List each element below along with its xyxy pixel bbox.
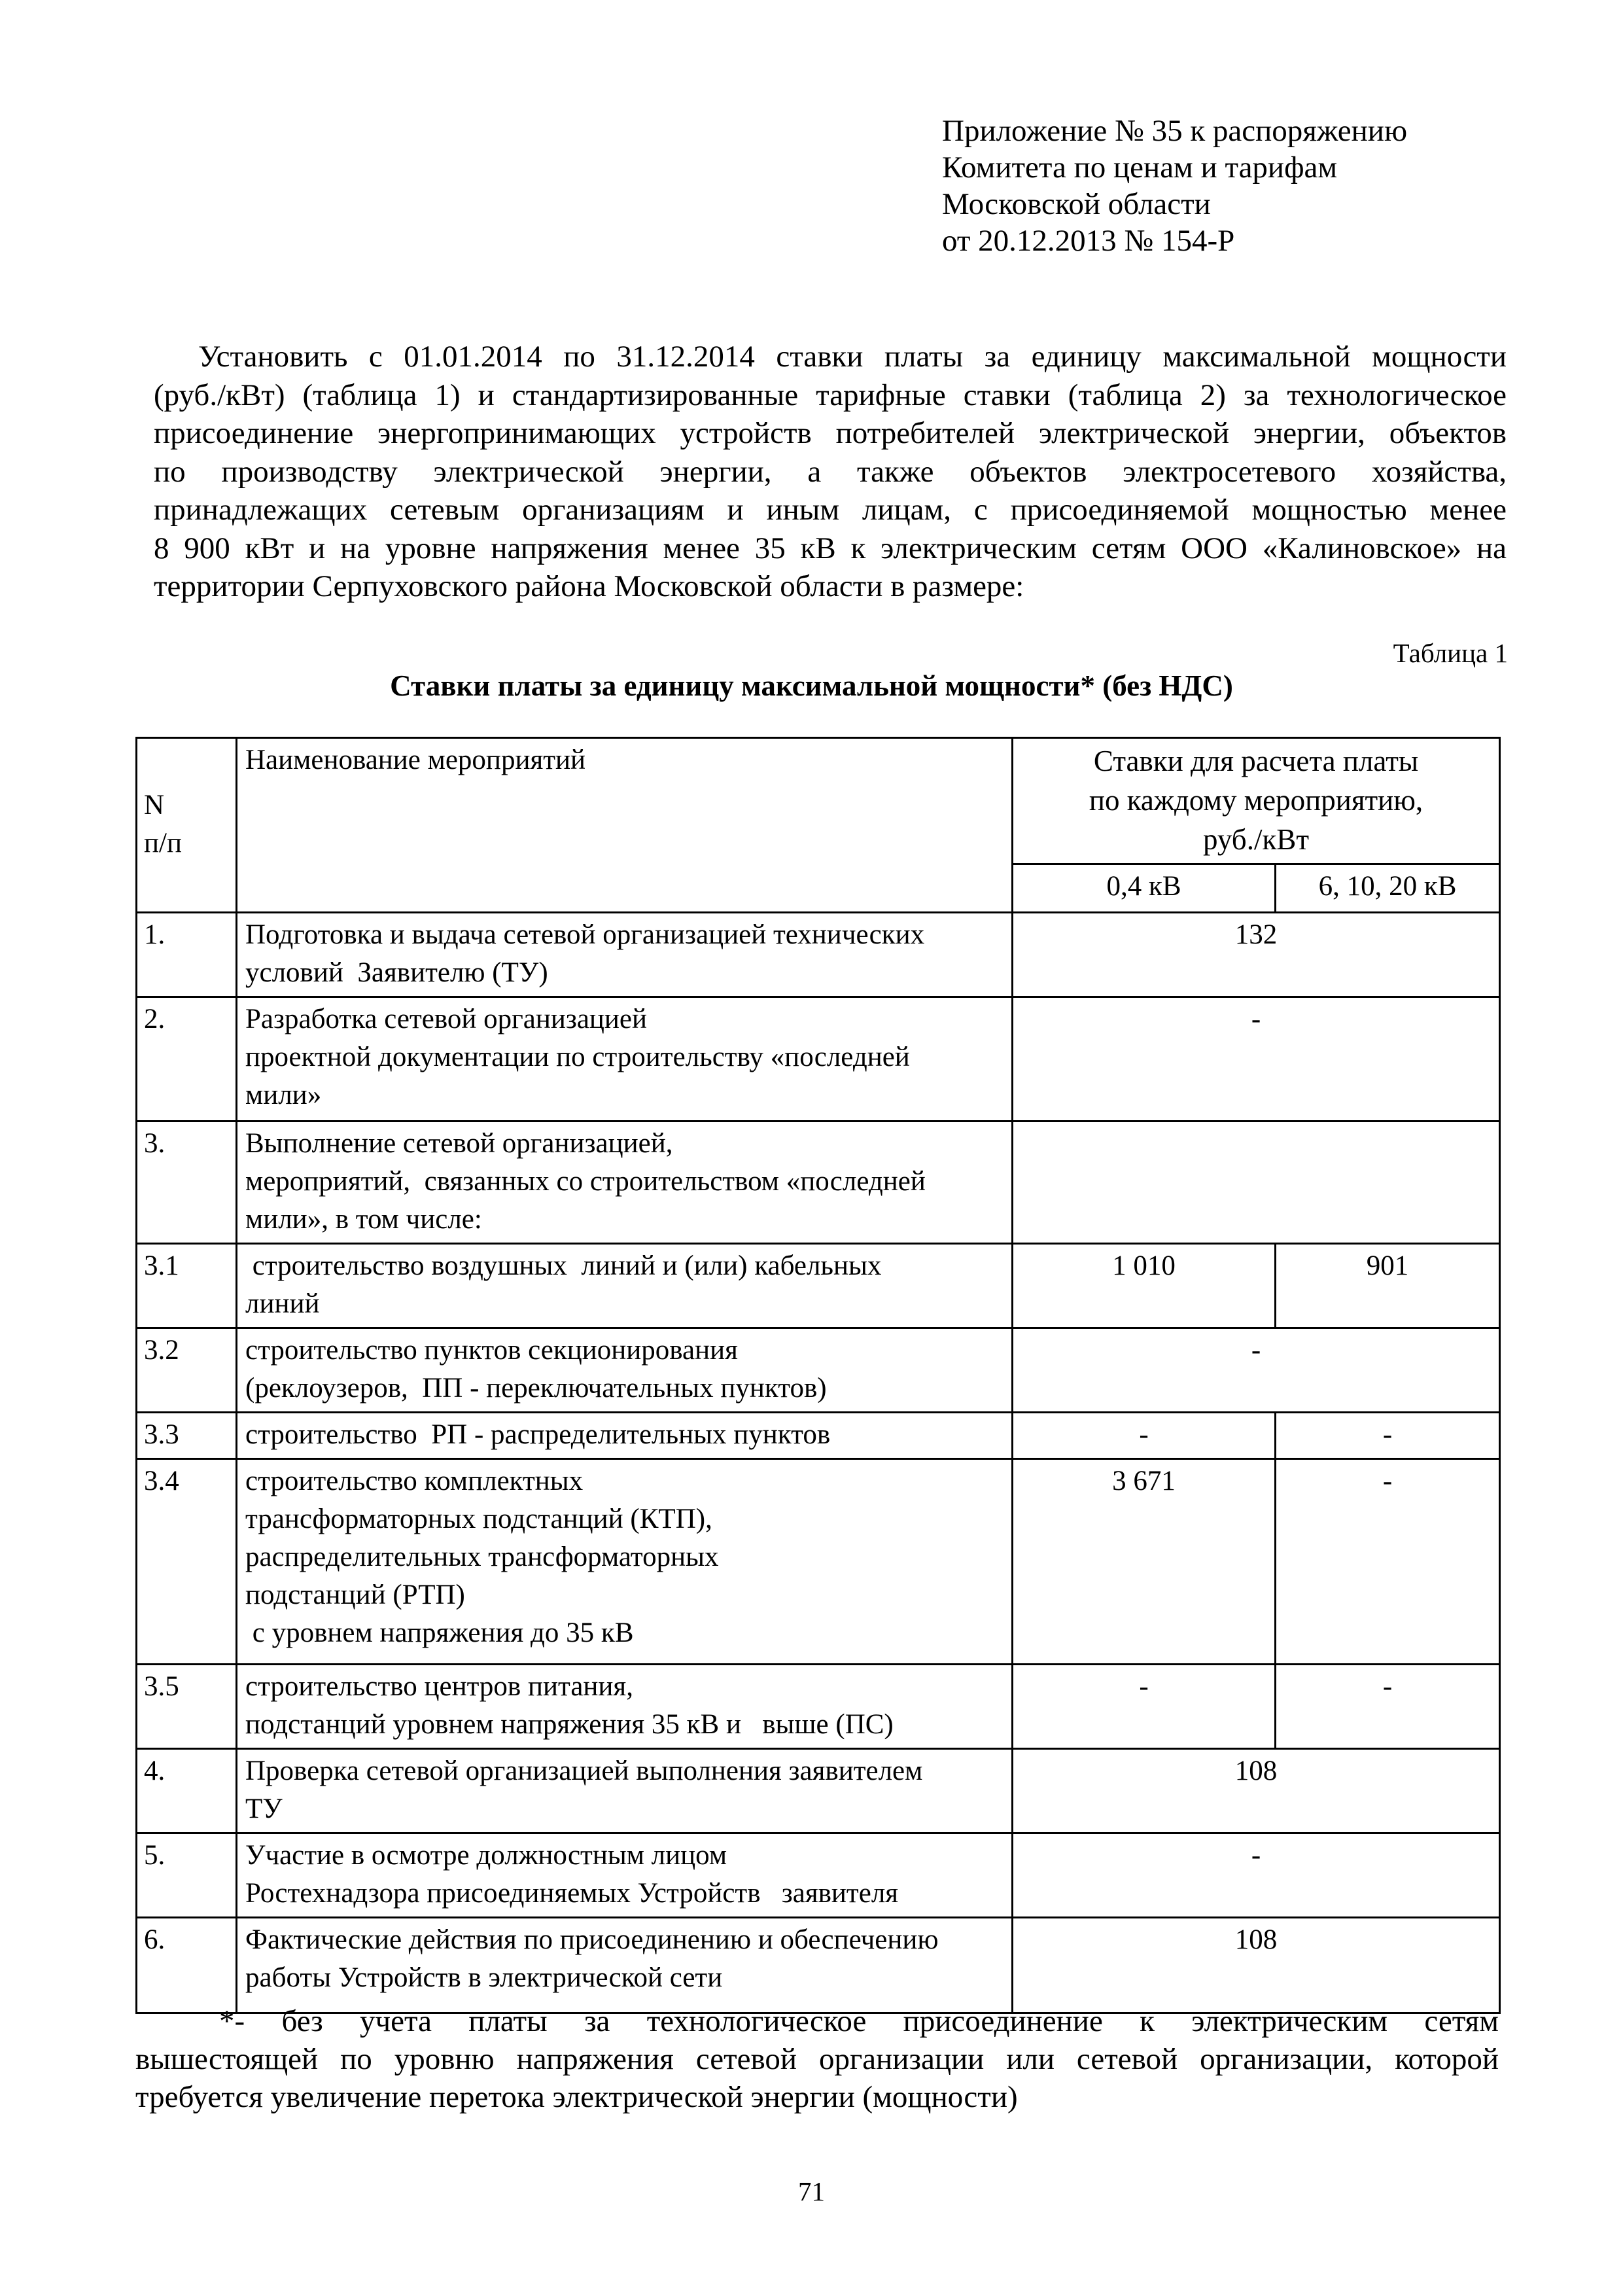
row-name-cell [237,913,1013,997]
row-rate-merged [1013,1122,1500,1244]
header-rates-line: Ставки для расчета платы [1093,745,1419,777]
row-number-cell: 5. [137,1833,237,1918]
row-name-cell [237,1328,1013,1413]
row-rate-merged: 132 [1013,913,1500,997]
table-row [137,1122,1500,1244]
row-name-line: Проверка сетевой организацией выполнения заявителем [245,1756,923,1786]
row-number-cell: 3.5 [137,1665,237,1749]
row-number-cell: 3.1 [137,1244,237,1328]
header-line-3: Московской области [942,187,1211,221]
row-rate-merged: 108 [1013,1918,1500,2013]
row-name-line: проектной документации по строительству «последней [245,1042,910,1072]
row-number-cell: 1. [137,913,237,997]
table-row [137,1413,1500,1459]
row-rate-6-10-20kv: - [1276,1459,1500,1665]
table-row [137,1665,1500,1749]
rates-table-body [137,738,1500,2013]
header-rates-line: по каждому мероприятию, [1089,784,1423,817]
table-row [137,1244,1500,1328]
header-voltage-04: 0,4 кВ [1013,864,1276,913]
header-num-line: N [144,790,165,821]
header-voltage-6-10-20: 6, 10, 20 кВ [1276,864,1500,913]
header-rates-cell [1013,738,1500,864]
header-line-2: Комитета по ценам и тарифам [942,150,1338,185]
row-name-line: (реклоузеров, ПП - переключательных пунктов) [245,1373,827,1404]
header-line-1: Приложение № 35 к распоряжению [942,114,1408,148]
row-number-cell: 2. [137,997,237,1122]
row-name-line: условий Заявителю (ТУ) [245,957,548,988]
row-number-cell: 3.2 [137,1328,237,1413]
table-title: Ставки платы за единицу максимальной мощности* (без НДС) [390,669,1233,702]
page-number: 71 [798,2176,825,2206]
row-name-line: линий [245,1288,320,1319]
row-name-cell [237,1833,1013,1918]
row-name-cell [237,1918,1013,2013]
row-name-line: ТУ [245,1793,283,1824]
row-rate-04kv: - [1013,1665,1276,1749]
row-name-cell [237,1244,1013,1328]
row-rate-04kv: 1 010 [1013,1244,1276,1328]
row-name-cell [237,1749,1013,1833]
row-name-line: строительство РП - распределительных пунктов [245,1419,831,1450]
row-rate-04kv: 3 671 [1013,1459,1276,1665]
header-name-cell: Наименование мероприятий [237,738,1013,913]
header-num-cell [137,738,237,913]
row-number-cell: 6. [137,1918,237,2013]
row-rate-merged: - [1013,1328,1500,1413]
table-number-label: Таблица 1 [1393,638,1508,668]
footnote-line: требуется увеличение перетока электрической энергии (мощности) [135,2080,1018,2114]
intro-line: присоединение энергопринимающих устройств потребителей электрической энергии, объектов [154,416,1507,450]
row-rate-merged: - [1013,1833,1500,1918]
row-name-line: подстанций (РТП) [245,1580,465,1610]
row-rate-04kv: - [1013,1413,1276,1459]
footnote-line: вышестоящей по уровню напряжения сетевой организации или сетевой организации, которой [135,2042,1499,2076]
row-name-cell [237,1122,1013,1244]
intro-line: территории Серпуховского района Московской области в размере: [154,569,1024,603]
table-row [137,913,1500,997]
row-name-line: Подготовка и выдача сетевой организацией технических [245,919,925,950]
footnote-line: *- без учета платы за технологическое присоединение к электрическим сетям [219,2004,1499,2038]
row-name-line: подстанций уровнем напряжения 35 кВ и выше (ПС) [245,1709,894,1740]
row-name-line: мили» [245,1080,322,1110]
intro-paragraph [154,338,1507,606]
row-rate-merged: - [1013,997,1500,1122]
row-name-line: мили», в том числе: [245,1204,482,1235]
header-line-4: от 20.12.2013 № 154-Р [942,224,1235,258]
row-number-cell: 3.3 [137,1413,237,1459]
row-name-line: работы Устройств в электрической сети [245,1962,723,1993]
intro-line: принадлежащих сетевым организациям и иным лицам, с присоединяемой мощностью менее [154,493,1507,527]
row-name-line: Выполнение сетевой организацией, [245,1128,673,1159]
row-name-line: Ростехнадзора присоединяемых Устройств заявителя [245,1878,899,1909]
row-name-line: с уровнем напряжения до 35 кВ [245,1617,634,1648]
row-number-cell: 3. [137,1122,237,1244]
row-name-cell [237,1665,1013,1749]
row-name-line: Разработка сетевой организацией [245,1004,648,1034]
row-name-line: распределительных трансформаторных [245,1542,719,1572]
table-row [137,1328,1500,1413]
row-name-line: строительство пунктов секционирования [245,1335,738,1366]
intro-line: по производству электрической энергии, а также объектов электросетевого хозяйства, [154,454,1507,489]
footnote [135,2002,1499,2116]
row-rate-6-10-20kv: - [1276,1413,1500,1459]
table-row [137,1833,1500,1918]
appendix-header [942,113,1407,259]
row-name-line: Фактические действия по присоединению и обеспечению [245,1924,939,1955]
rates-table [135,737,1501,2014]
row-name-cell [237,1413,1013,1459]
row-name-line: Участие в осмотре должностным лицом [245,1840,727,1871]
row-rate-6-10-20kv: 901 [1276,1244,1500,1328]
row-number-cell: 4. [137,1749,237,1833]
row-name-line: строительство комплектных [245,1466,584,1496]
table-row [137,1918,1500,2013]
row-name-cell [237,1459,1013,1665]
intro-line: (руб./кВт) (таблица 1) и стандартизированные тарифные ставки (таблица 2) за технологическое [154,378,1507,412]
row-number-cell: 3.4 [137,1459,237,1665]
intro-line: 8 900 кВт и на уровне напряжения менее 35 кВ к электрическим сетям ООО «Калиновское» на [154,531,1507,565]
row-rate-6-10-20kv: - [1276,1665,1500,1749]
header-num-line: п/п [144,828,182,858]
table-row [137,1459,1500,1665]
row-name-cell [237,997,1013,1122]
row-name-line: строительство воздушных линий и (или) кабельных [245,1250,882,1281]
row-name-line: мероприятий, связанных со строительством «последней [245,1166,926,1197]
row-rate-merged: 108 [1013,1749,1500,1833]
row-name-line: трансформаторных подстанций (КТП), [245,1504,712,1534]
intro-line: Установить с 01.01.2014 по 31.12.2014 ставки платы за единицу максимальной мощности [198,340,1507,374]
table-row [137,997,1500,1122]
row-name-line: строительство центров питания, [245,1671,633,1702]
table-row [137,1749,1500,1833]
header-rates-line: руб./кВт [1202,823,1309,856]
